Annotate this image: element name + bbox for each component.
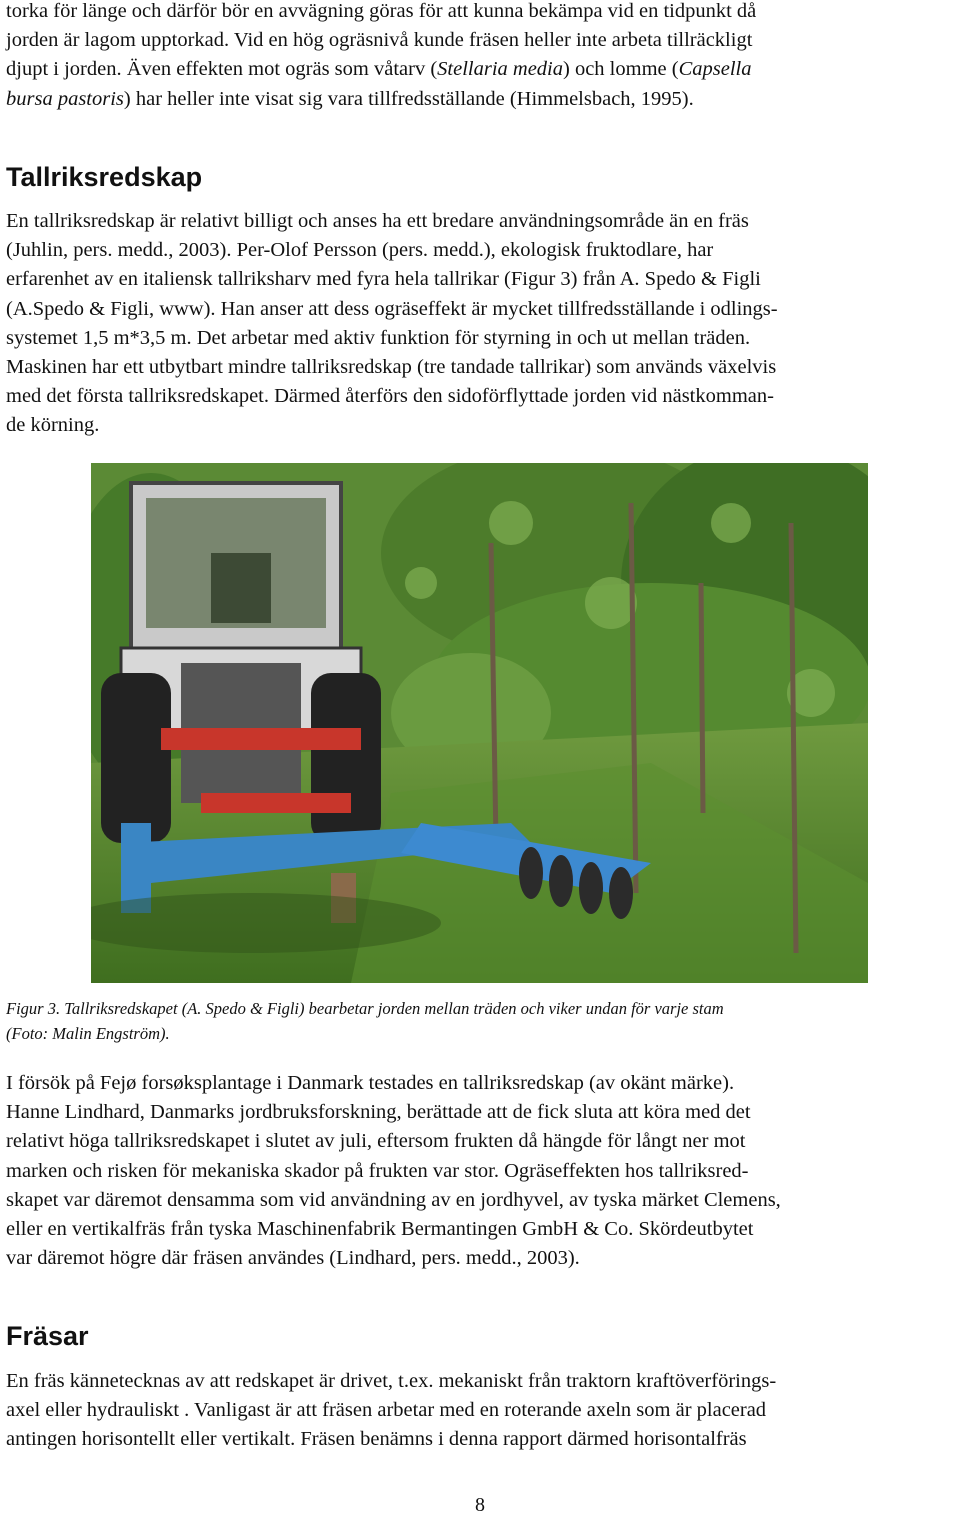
text-line: (Juhlin, pers. medd., 2003). Per-Olof Persson (pers. medd.), ekologisk fruktodlare, har: [6, 239, 714, 262]
text-line: En fräs kännetecknas av att redskapet är drivet, t.ex. mekaniskt från traktorn kraftöverförings-: [6, 1370, 777, 1392]
page-number: 8: [475, 1494, 485, 1516]
text-line: (A.Spedo & Figli, www). Han anser att dess ogräseffekt är mycket tillfredsställande i odlings-: [6, 297, 778, 320]
species-name: bursa pastoris: [6, 87, 124, 110]
caption-line: (Foto: Malin Engström).: [6, 1024, 170, 1043]
figure-photo-tractor-disc-harrow: [91, 463, 868, 983]
text-line: systemet 1,5 m*3,5 m. Det arbetar med aktiv funktion för styrning in och ut mellan träden.: [6, 326, 751, 349]
text-line: de körning.: [6, 414, 100, 437]
tallriksredskap-paragraph: [6, 207, 954, 441]
text-line: var däremot högre där fräsen användes (Lindhard, pers. medd., 2003).: [6, 1247, 580, 1270]
caption-line: Figur 3. Tallriksredskapet (A. Spedo & Figli) bearbetar jorden mellan träden och viker undan för varje stam: [6, 999, 724, 1018]
text-line: relativt höga tallriksredskapet i slutet av juli, eftersom frukten då hängde för långt ner mot: [6, 1130, 746, 1153]
text-line: Maskinen har ett utbytbart mindre tallriksredskap (tre tandade tallrikar) som används växelvis: [6, 356, 777, 379]
text-line: jorden är lagom upptorkad. Vid en hög ogräsnivå kunde fräsen heller inte arbeta tillräckligt: [6, 29, 753, 52]
text-line: antingen horisontellt eller vertikalt. Fräsen benämns i denna rapport därmed horisontalfräs: [6, 1428, 747, 1451]
text-line: eller en vertikalfräs från tyska Maschinenfabrik Bermantingen GmbH & Co. Skördeutbytet: [6, 1218, 754, 1241]
text-line: axel eller hydrauliskt . Vanligast är att fräsen arbetar med en roterande axeln som är placerad: [6, 1399, 767, 1422]
text-line: En tallriksredskap är relativt billigt och anses ha ett bredare användningsområde än en fräs: [6, 210, 749, 232]
intro-paragraph: [6, 0, 954, 114]
text-line: skapet var däremot densamma som vid användning av en jordhyvel, av tyska märket Clemens,: [6, 1188, 781, 1211]
text-line: Hanne Lindhard, Danmarks jordbruksforskning, berättade att de fick sluta att köra med det: [6, 1101, 751, 1124]
species-name: Capsella: [678, 58, 752, 81]
figure-caption: [6, 996, 954, 1046]
text-line: I försök på Fejø forsøksplantage i Danmark testades en tallriksredskap (av okänt märke).: [6, 1072, 735, 1094]
text-line: bursa pastoris) har heller inte visat sig vara tillfredsställande (Himmelsbach, 1995).: [6, 87, 694, 110]
species-name: Stellaria media: [437, 58, 563, 81]
text-line: marken och risken för mekaniska skador på frukten var stor. Ogräseffekten hos tallriksred-: [6, 1159, 749, 1182]
text-line: torka för länge och därför bör en avvägning göras för att kunna bekämpa vid en tidpunkt då: [6, 0, 757, 22]
text-line: med det första tallriksredskapet. Därmed återförs den sidoförflyttade jorden vid nästkomman-: [6, 385, 774, 408]
frasar-paragraph: [6, 1367, 954, 1455]
section-heading-tallriksredskap: Tallriksredskap: [6, 162, 203, 192]
fejo-paragraph: [6, 1069, 954, 1273]
section-heading-frasar: Fräsar: [6, 1321, 89, 1351]
text-line: djupt i jorden. Även effekten mot ogräs som våtarv (Stellaria media) och lomme (Capsella: [6, 58, 752, 81]
text-line: erfarenhet av en italiensk tallriksharv med fyra hela tallrikar (Figur 3) från A. Spedo & Figli: [6, 268, 761, 291]
